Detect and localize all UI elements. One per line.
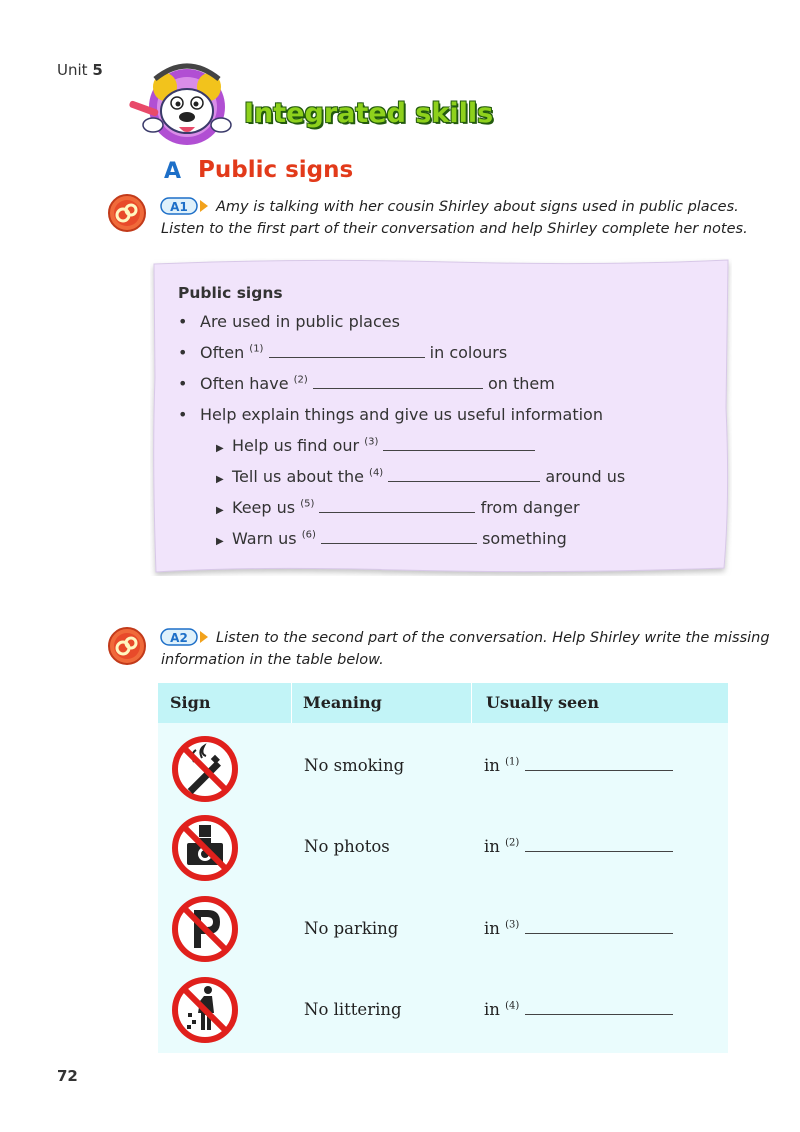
table-cell-meaning: No parking xyxy=(304,919,399,938)
section-letter: A xyxy=(164,159,182,184)
svg-text:A2: A2 xyxy=(170,631,188,645)
a2-instruction-line2: information in the table below. xyxy=(161,652,384,668)
table-cell-usually-seen: in $^{(1)}$ xyxy=(484,756,673,775)
signs-table xyxy=(158,683,728,1053)
no-photos-icon xyxy=(170,813,240,883)
column-header-sign: Sign xyxy=(170,693,211,712)
note-subbullet: ▶ Warn us $^{(6)}$ something xyxy=(178,523,718,554)
answer-blank[interactable] xyxy=(525,1000,673,1015)
table-cell-meaning: No littering xyxy=(304,1000,402,1019)
answer-blank[interactable] xyxy=(383,436,535,451)
unit-number: 5 xyxy=(92,61,103,79)
a2-badge xyxy=(160,628,210,646)
page-title: Integrated skills xyxy=(244,98,494,129)
arrow-bullet-icon: ▶ xyxy=(216,443,224,454)
answer-blank[interactable] xyxy=(269,343,425,358)
table-header-row xyxy=(158,683,728,723)
table-cell-meaning: No photos xyxy=(304,837,390,856)
note-bullet: • Help explain things and give us useful information xyxy=(178,405,603,424)
arrow-bullet-icon: ▶ xyxy=(216,505,224,516)
answer-blank[interactable] xyxy=(525,919,673,934)
unit-word: Unit xyxy=(57,61,88,79)
a1-instruction-line1: Amy is talking with her cousin Shirley about signs used in public places. xyxy=(216,199,739,215)
mascot-dog-icon xyxy=(125,55,245,155)
svg-text:A1: A1 xyxy=(170,200,188,214)
a1-badge xyxy=(160,197,210,215)
arrow-bullet-icon: ▶ xyxy=(216,474,224,485)
answer-blank[interactable] xyxy=(321,529,477,544)
unit-label xyxy=(57,61,103,79)
no-littering-icon xyxy=(170,975,240,1045)
note-subbullet: ▶ Help us find our $^{(3)}$ xyxy=(178,430,718,461)
table-cell-usually-seen: in $^{(2)}$ xyxy=(484,837,673,856)
no-smoking-icon xyxy=(170,734,240,804)
answer-blank[interactable] xyxy=(319,498,475,513)
table-cell-usually-seen: in $^{(4)}$ xyxy=(484,1000,673,1019)
section-title: Public signs xyxy=(198,157,354,183)
column-header-usually-seen: Usually seen xyxy=(486,693,599,712)
listen-audio-icon[interactable] xyxy=(107,626,147,666)
note-subbullet: ▶ Tell us about the $^{(4)}$ around us xyxy=(178,461,718,492)
note-bullet: • Often $^{(1)}$ in colours xyxy=(178,343,508,362)
table-cell-usually-seen: in $^{(3)}$ xyxy=(484,919,673,938)
answer-blank[interactable] xyxy=(388,467,540,482)
no-parking-icon xyxy=(170,894,240,964)
a1-instruction-line2: Listen to the first part of their conversation and help Shirley complete her notes. xyxy=(161,221,748,237)
page-number: 72 xyxy=(57,1067,78,1085)
arrow-bullet-icon: ▶ xyxy=(216,536,224,547)
table-cell-meaning: No smoking xyxy=(304,756,405,775)
answer-blank[interactable] xyxy=(313,374,483,389)
note-bullet: • Often have $^{(2)}$ on them xyxy=(178,374,555,393)
notes-heading: Public signs xyxy=(178,284,283,302)
a2-instruction-line1: Listen to the second part of the conversation. Help Shirley write the missing xyxy=(216,630,770,646)
answer-blank[interactable] xyxy=(525,837,673,852)
notes-content xyxy=(178,284,718,554)
listen-audio-icon[interactable] xyxy=(107,193,147,233)
note-subbullet: ▶ Keep us $^{(5)}$ from danger xyxy=(178,492,718,523)
answer-blank[interactable] xyxy=(525,756,673,771)
note-bullet: • Are used in public places xyxy=(178,312,400,331)
column-header-meaning: Meaning xyxy=(303,693,382,712)
